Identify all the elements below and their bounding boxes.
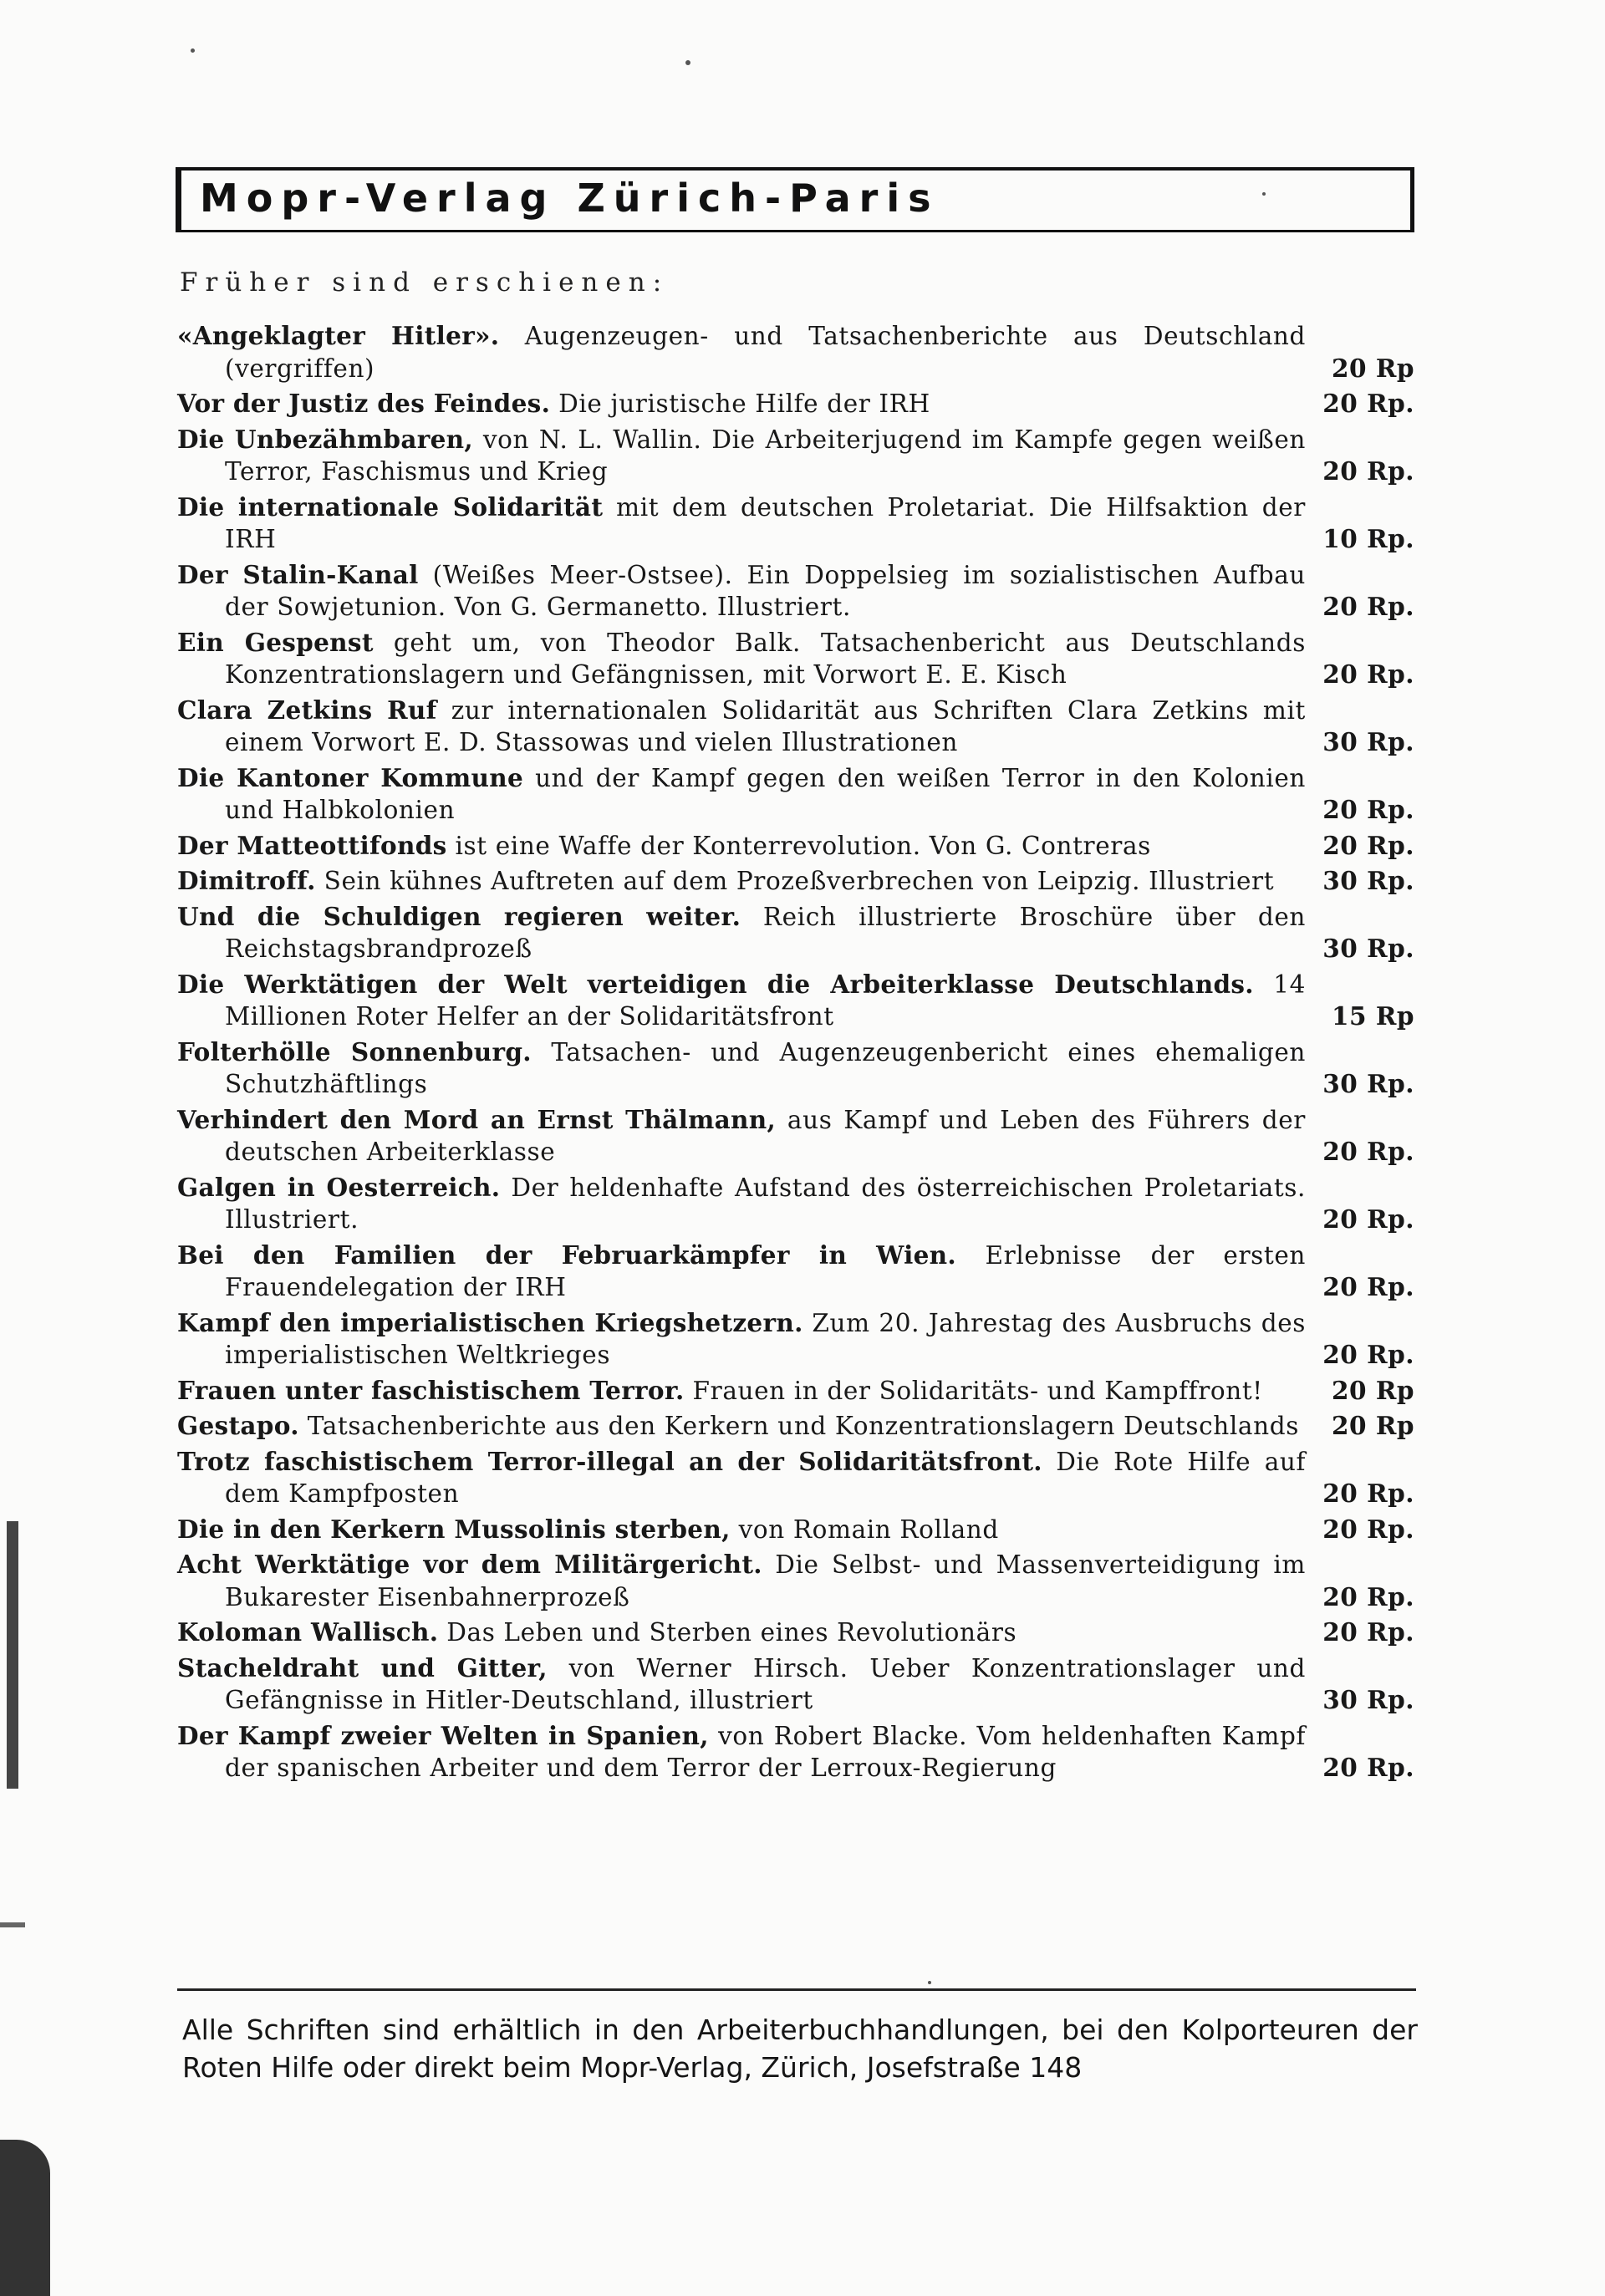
catalog-entry [177,969,1414,1033]
entry-title: Koloman Wallisch. [177,1617,439,1647]
entry-description: Sein kühnes Auftreten auf dem Prozeßverbrechen von Leipzig. Illustriert [315,867,1275,895]
entry-description: Tatsachen- und Augenzeugenbericht eines ehemaligen Schutzhäftlings [225,1037,1306,1098]
entry-text [177,1616,1306,1649]
catalog-entry [177,1652,1414,1717]
entry-description: Augenzeugen- und Tatsachenberichte aus Deutschland (vergriffen) [225,322,1306,383]
entry-price: 10 Rp. [1322,524,1414,553]
entry-description: Die Selbst- und Massenverteidigung im Bukarester Eisenbahnerprozeß [225,1550,1306,1611]
catalog-entry [177,1720,1414,1784]
entry-price: 30 Rp. [1322,866,1414,895]
entry-description: 14 Millionen Roter Helfer an der Solidaritätsfront [225,970,1307,1031]
catalog-entry [177,1104,1414,1168]
entry-price: 20 Rp. [1322,592,1414,621]
entry-price: 20 Rp [1332,1411,1414,1440]
entry-title: Bei den Familien der Februarkämpfer in Wien. [177,1240,956,1270]
entry-title: Acht Werktätige vor dem Militärgericht. [177,1550,762,1579]
entry-price: 20 Rp. [1322,456,1414,486]
entry-description: von Werner Hirsch. Ueber Konzentrationslager und Gefängnisse in Hitler-Deutschland, illustriert [225,1653,1307,1714]
section-subtitle: Früher sind erschienen: [180,267,670,298]
entry-description: Die Rote Hilfe auf dem Kampfposten [225,1447,1307,1508]
entry-price: 20 Rp [1332,353,1414,383]
catalog-entry [177,901,1414,965]
edge-mark [7,1521,18,1789]
catalog-entry [177,1036,1414,1101]
entry-price: 20 Rp. [1322,1514,1414,1544]
edge-mark [0,2140,50,2296]
entry-price: 30 Rp. [1322,934,1414,963]
entry-title: Die internationale Solidarität [177,491,604,522]
entry-price: 20 Rp. [1322,1617,1414,1647]
publisher-header-box [176,167,1414,232]
entry-text [177,1720,1306,1784]
entry-price: 20 Rp. [1322,659,1414,689]
entry-title: «Angeklagter Hitler». [177,321,500,350]
entry-title: Gestapo. [177,1411,299,1440]
entry-description: und der Kampf gegen den weißen Terror in den Kolonien und Halbkolonien [225,763,1307,824]
entry-text [177,1446,1306,1510]
entry-text [177,1375,1306,1408]
entry-description: Der heldenhafte Aufstand des österreichischen Proletariats. Illustriert. [225,1173,1306,1234]
entry-price: 20 Rp. [1322,1272,1414,1301]
footer-divider [177,1988,1416,1991]
entry-description: mit dem deutschen Proletariat. Die Hilfsaktion der IRH [225,492,1306,553]
entry-title: Stacheldraht und Gitter, [177,1652,548,1683]
edge-mark [0,1922,25,1927]
entry-title: Trotz faschistischem Terror-illegal an der Solidaritätsfront. [177,1446,1042,1476]
entry-text [177,1652,1306,1717]
entry-title: Die Werktätigen der Welt verteidigen die Arbeiterklasse Deutschlands. [177,969,1254,999]
catalog-entry [177,424,1414,488]
entry-price: 20 Rp. [1322,1479,1414,1508]
scan-speck [191,48,195,53]
entry-text [177,1410,1306,1443]
scan-speck [685,60,690,65]
catalog-entry [177,1549,1414,1613]
entry-text [177,1307,1306,1372]
catalog-entry [177,491,1414,556]
catalog-entry [177,865,1414,898]
catalog-entry [177,1375,1414,1408]
entry-text [177,865,1306,898]
entry-title: Die in den Kerkern Mussolinis sterben, [177,1514,731,1544]
entry-description: ist eine Waffe der Konterrevolution. Von G. Contreras [446,831,1151,860]
entry-description: Reich illustrierte Broschüre über den Reichstagsbrandprozeß [225,902,1307,963]
entry-price: 20 Rp. [1322,1753,1414,1782]
entry-description: geht um, von Theodor Balk. Tatsachenbericht aus Deutschlands Konzentrationslagern und Gefängnissen, mit Vorwort E. E. Kisch [225,628,1306,689]
entry-text [177,762,1306,827]
catalog-entry [177,1616,1414,1649]
entry-price: 30 Rp. [1322,727,1414,756]
catalog-entry [177,1446,1414,1510]
entry-price: 15 Rp [1332,1001,1414,1031]
entry-text [177,1514,1306,1546]
entry-price: 20 Rp. [1322,1204,1414,1234]
entry-text [177,424,1306,488]
entry-title: Verhindert den Mord an Ernst Thälmann, [177,1104,777,1134]
entry-text [177,830,1306,863]
entry-text [177,388,1306,420]
catalog-entry [177,627,1414,691]
entry-title: Galgen in Oesterreich. [177,1172,501,1202]
entry-price: 30 Rp. [1322,1069,1414,1098]
entry-price: 20 Rp [1332,1375,1414,1405]
catalog-entry [177,1514,1414,1546]
entry-description: Frauen in der Solidaritäts- und Kampffront! [684,1376,1263,1405]
catalog-entry [177,762,1414,827]
entry-description: Tatsachenberichte aus den Kerkern und Konzentrationslagern Deutschlands [298,1412,1299,1440]
entry-title: Kampf den imperialistischen Kriegshetzern. [177,1307,803,1337]
availability-note: Alle Schriften sind erhältlich in den Arbeiterbuchhandlungen, bei den Kolporteuren der Roten Hilfe oder direkt beim Mopr-Verlag, Zürich, Josefstraße 148 [182,2013,1418,2084]
entry-description: Zum 20. Jahrestag des Ausbruchs des imperialistischen Weltkrieges [225,1308,1306,1369]
entry-price: 30 Rp. [1322,1685,1414,1714]
entry-description: Die juristische Hilfe der IRH [550,389,930,418]
entry-title: Der Matteottifonds [177,830,447,860]
entry-price: 20 Rp. [1322,1340,1414,1369]
publication-list [177,320,1414,1788]
catalog-entry [177,1410,1414,1443]
entry-title: Der Stalin-Kanal [177,559,419,589]
entry-description: von N. L. Wallin. Die Arbeiterjugend im Kampfe gegen weißen Terror, Faschismus und Krieg [225,425,1306,486]
entry-text [177,491,1306,556]
catalog-entry [177,388,1414,420]
entry-text [177,1549,1306,1613]
catalog-entry [177,1172,1414,1236]
catalog-entry [177,830,1414,863]
catalog-entry [177,1307,1414,1372]
entry-price: 20 Rp. [1322,830,1414,860]
entry-text [177,1172,1306,1236]
catalog-entry [177,559,1414,624]
entry-description: Das Leben und Sterben eines Revolutionärs [438,1618,1017,1647]
entry-title: Der Kampf zweier Welten in Spanien, [177,1720,709,1750]
scan-speck [928,1981,931,1984]
entry-title: Frauen unter faschistischem Terror. [177,1375,685,1405]
entry-price: 20 Rp. [1322,389,1414,418]
publisher-title: Mopr-Verlag Zürich-Paris [200,176,940,221]
entry-price: 20 Rp. [1322,795,1414,824]
entry-price: 20 Rp. [1322,1137,1414,1166]
scan-speck [1262,192,1266,196]
entry-title: Die Kantoner Kommune [177,762,524,792]
entry-title: Ein Gespenst [177,627,374,657]
entry-text [177,320,1306,384]
catalog-entry [177,320,1414,384]
catalog-entry [177,1240,1414,1304]
entry-text [177,1240,1306,1304]
entry-description: (Weißes Meer-Ostsee). Ein Doppelsieg im sozialistischen Aufbau der Sowjetunion. Von G. Germanetto. Illustriert. [225,560,1307,621]
entry-text [177,559,1306,624]
entry-title: Die Unbezähmbaren, [177,424,473,454]
entry-description: zur internationalen Solidarität aus Schriften Clara Zetkins mit einem Vorwort E. D. Stassowas und vielen Illustrationen [225,695,1306,756]
entry-title: Und die Schuldigen regieren weiter. [177,901,741,931]
entry-text [177,1104,1306,1168]
entry-description: aus Kampf und Leben des Führers der deutschen Arbeiterklasse [225,1105,1306,1166]
entry-price: 20 Rp. [1322,1581,1414,1611]
catalog-entry [177,695,1414,759]
entry-text [177,901,1306,965]
entry-text [177,1036,1306,1101]
entry-description: von Romain Rolland [730,1515,999,1544]
entry-title: Vor der Justiz des Feindes. [177,389,551,418]
entry-text [177,627,1306,691]
entry-title: Dimitroff. [177,866,316,895]
entry-title: Folterhölle Sonnenburg. [177,1036,532,1067]
entry-text [177,969,1306,1033]
entry-description: Erlebnisse der ersten Frauendelegation der IRH [225,1240,1306,1301]
entry-title: Clara Zetkins Ruf [177,695,437,725]
entry-description: von Robert Blacke. Vom heldenhaften Kampf der spanischen Arbeiter und dem Terror der Lerroux-Regierung [225,1721,1306,1782]
entry-text [177,695,1306,759]
